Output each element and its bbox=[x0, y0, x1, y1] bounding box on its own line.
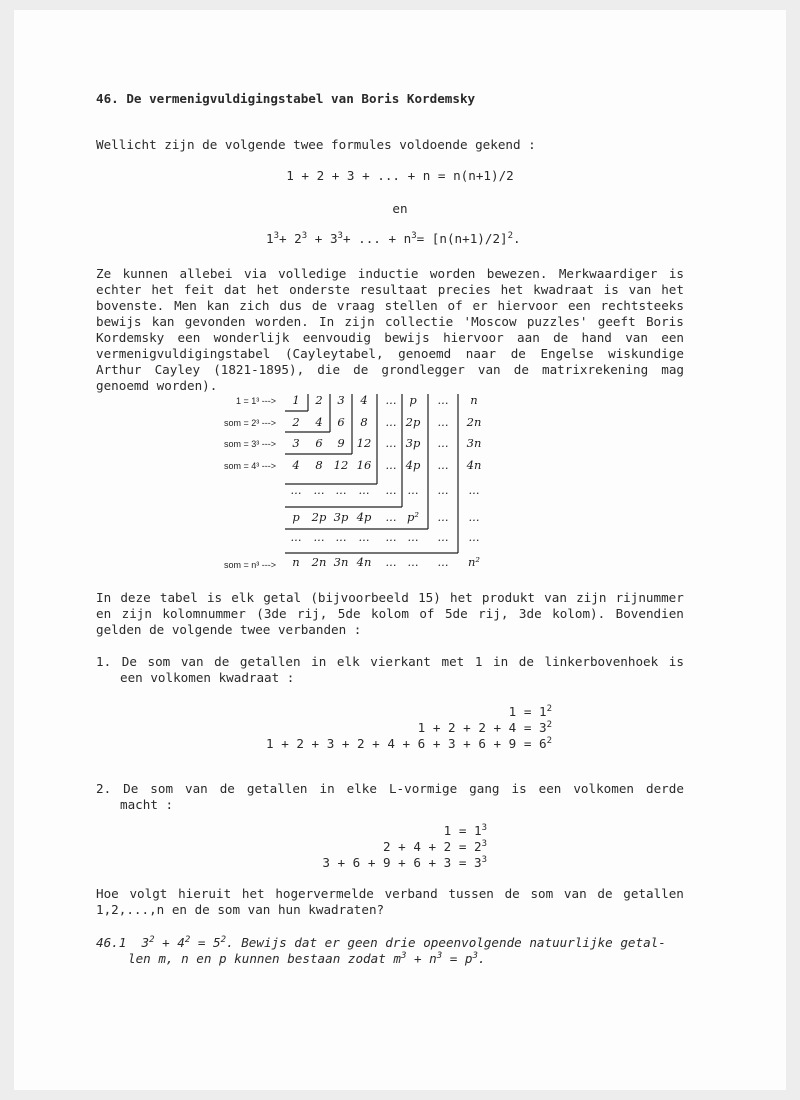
item1-line2: een volkomen kwadraat : bbox=[120, 670, 295, 685]
row-label: 1 = 1³ ---> bbox=[235, 396, 276, 406]
table-cell: 4n bbox=[356, 555, 372, 569]
table-cell: 2p bbox=[311, 510, 327, 524]
table-cell: 16 bbox=[356, 458, 372, 472]
table-cell: ... bbox=[437, 436, 449, 450]
table-cell: ... bbox=[437, 415, 449, 429]
row-label: som = 4³ ---> bbox=[223, 461, 276, 471]
table-cell: ... bbox=[468, 510, 480, 524]
table-cell: ... bbox=[437, 458, 449, 472]
equation: $1 + 2 + 2 + 4 = 3^2$ bbox=[417, 720, 552, 735]
table-cell: ... bbox=[358, 483, 370, 497]
exercise-line2: len m, n en p kunnen bestaan zodat $m^3 + n^3 = p^3$. bbox=[128, 951, 486, 966]
table-cell: 3 bbox=[292, 436, 300, 450]
text-line: Kordemsky een wonderlijk eenvoudig bewijs hiervoor aan de hand van een bbox=[96, 330, 684, 345]
table-cell: ... bbox=[335, 530, 347, 544]
section-title: 46. De vermenigvuldigingstabel van Boris Kordemsky bbox=[96, 91, 476, 106]
table-cell: ... bbox=[313, 530, 325, 544]
table-cell: 8 bbox=[315, 458, 323, 472]
table-cell: 2 bbox=[315, 393, 323, 407]
item2-line1: 2. De som van de getallen in elke L-vormige gang is een volkomen derde bbox=[96, 781, 684, 796]
table-cell: ... bbox=[468, 530, 480, 544]
table-cell: ... bbox=[385, 436, 397, 450]
table-cell: n² bbox=[467, 555, 481, 569]
table-cell: ... bbox=[437, 483, 449, 497]
table-cell: 4 bbox=[315, 415, 323, 429]
text-line: Ze kunnen allebei via volledige inductie worden bewezen. Merkwaardiger is bbox=[96, 266, 684, 281]
table-cell: ... bbox=[385, 458, 397, 472]
equation: $3 + 6 + 9 + 6 + 3 = 3^3$ bbox=[322, 855, 487, 870]
intro-line: Wellicht zijn de volgende twee formules voldoende gekend : bbox=[96, 137, 536, 152]
text-line: echter het feit dat het onderste resultaat precies het kwadraat is van het bbox=[96, 282, 684, 297]
table-cell: 4 bbox=[292, 458, 300, 472]
table-cell: ... bbox=[290, 483, 302, 497]
table-cell: p bbox=[409, 393, 417, 407]
text-line: gelden de volgende twee verbanden : bbox=[96, 622, 362, 637]
table-cell: 3n bbox=[466, 436, 482, 450]
table-cell: ... bbox=[468, 483, 480, 497]
table-cell: ... bbox=[385, 510, 397, 524]
table-cell: 4p bbox=[405, 458, 421, 472]
table-cell: ... bbox=[290, 530, 302, 544]
table-cell: ... bbox=[335, 483, 347, 497]
table-cell: ... bbox=[437, 393, 449, 407]
table-cell: ... bbox=[407, 530, 419, 544]
table-cell: 4 bbox=[360, 393, 368, 407]
text-line: bewijs kan gevonden worden. In zijn collectie 'Moscow puzzles' geeft Boris bbox=[96, 314, 684, 329]
table-cell: ... bbox=[437, 510, 449, 524]
table-cell: 1 bbox=[292, 393, 300, 407]
table-cell: ... bbox=[313, 483, 325, 497]
table-cell: ... bbox=[407, 483, 419, 497]
table-cell: 3p bbox=[405, 436, 421, 450]
table-cell: 4p bbox=[356, 510, 372, 524]
table-cell: 2n bbox=[311, 555, 327, 569]
text-line: vermenigvuldigingstabel (Cayleytabel, genoemd naar de Engelse wiskundige bbox=[96, 346, 684, 361]
table-cell: 12 bbox=[333, 458, 349, 472]
text-line: genoemd worden). bbox=[96, 378, 218, 393]
table-cell: ... bbox=[385, 555, 397, 569]
table-cell: ... bbox=[385, 393, 397, 407]
text-line: bovenste. Men kan zich dus de vraag stellen of er hiervoor een rechtsteeks bbox=[96, 298, 684, 313]
row-label: som = n³ ---> bbox=[223, 560, 276, 570]
table-cell: n bbox=[292, 555, 300, 569]
table-cell: p² bbox=[407, 510, 419, 524]
table-cell: 6 bbox=[337, 415, 345, 429]
table-cell: 2n bbox=[466, 415, 482, 429]
table-cell: ... bbox=[385, 415, 397, 429]
text-line: en zijn kolomnummer (3de rij, 5de kolom of 5de rij, 3de kolom). Bovendien bbox=[96, 606, 684, 621]
table-cell: ... bbox=[437, 530, 449, 544]
table-cell: 3 bbox=[337, 393, 345, 407]
item2-line2: macht : bbox=[120, 797, 174, 812]
equation: $2 + 4 + 2 = 2^3$ bbox=[383, 839, 487, 854]
table-cell: 9 bbox=[337, 436, 345, 450]
formula-sum: 1 + 2 + 3 + ... + n = n(n+1)/2 bbox=[286, 168, 514, 183]
text-line: Arthur Cayley (1821-1895), die de grondlegger van de matrixrekening mag bbox=[96, 362, 684, 377]
table-cell: p bbox=[292, 510, 300, 524]
text-line: 1,2,...,n en de som van hun kwadraten? bbox=[96, 902, 385, 917]
table-cell: ... bbox=[385, 530, 397, 544]
equation: $1 = 1^2$ bbox=[508, 704, 552, 719]
table-cell: ... bbox=[385, 483, 397, 497]
table-cell: 3n bbox=[333, 555, 349, 569]
equation: $1 = 1^3$ bbox=[443, 823, 487, 838]
table-cell: 8 bbox=[360, 415, 368, 429]
row-label: som = 3³ ---> bbox=[223, 439, 276, 449]
table-cell: 3p bbox=[333, 510, 349, 524]
text-line: In deze tabel is elk getal (bijvoorbeeld 15) het produkt van zijn rijnummer bbox=[96, 590, 684, 605]
table-cell: n bbox=[470, 393, 478, 407]
item1-line1: 1. De som van de getallen in elk vierkant met 1 in de linkerbovenhoek is bbox=[96, 654, 684, 669]
table-cell: ... bbox=[407, 555, 419, 569]
table-cell: 2 bbox=[292, 415, 300, 429]
table-cell: ... bbox=[437, 555, 449, 569]
table-cell: 4n bbox=[466, 458, 482, 472]
text-line: Hoe volgt hieruit het hogervermelde verband tussen de som van de getallen bbox=[96, 886, 684, 901]
row-label: som = 2³ ---> bbox=[223, 418, 276, 428]
formula-cubes: $1^3+ 2^3 + 3^3+$ ... + $n^3= [n(n+1)/2]^2$. bbox=[266, 231, 521, 246]
word-en: en bbox=[392, 201, 408, 216]
table-cell: 12 bbox=[356, 436, 372, 450]
table-cell: ... bbox=[358, 530, 370, 544]
equation: $1 + 2 + 3 + 2 + 4 + 6 + 3 + 6 + 9 = 6^2$ bbox=[266, 736, 552, 751]
table-cell: 6 bbox=[315, 436, 323, 450]
table-cell: 2p bbox=[405, 415, 421, 429]
exercise-line1: 46.1 $3^2 + 4^2 = 5^2$. Bewijs dat er geen drie opeenvolgende natuurlijke getal- bbox=[96, 935, 666, 950]
